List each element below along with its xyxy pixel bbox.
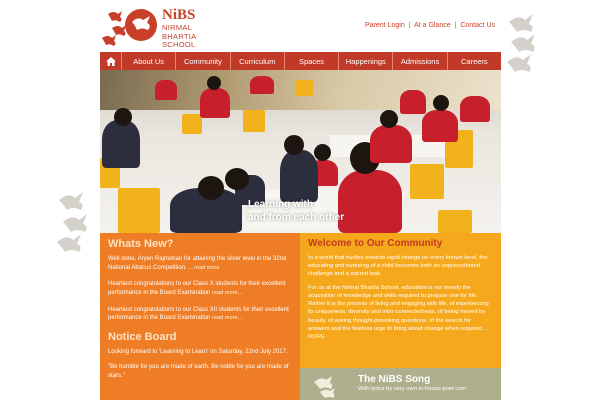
whats-new-panel (100, 233, 300, 400)
decorative-birds-icon (55, 190, 93, 256)
birds-logo-icon (100, 8, 160, 48)
read-more-link[interactable]: …read more (188, 264, 220, 271)
nav-home-button[interactable] (100, 52, 122, 70)
student-figure (102, 120, 140, 168)
notice-item: Looking forward to 'Learning to Learn' on Saturday, 22nd July 2017. (108, 349, 288, 356)
welcome-paragraph: In a world that hurtles towards rapid change on every known level, the educating and nurturing of a child becomes both an unprecedented challenge and a sacred task. (308, 255, 488, 278)
news-text: Heartiest congratulations to our Class XII students for their excellent performance in the Board Examination (108, 306, 289, 322)
logo-name-line: BHARTIA (162, 31, 197, 41)
student-figure (380, 110, 398, 128)
song-heading: The NiBS Song (358, 374, 431, 385)
student-figure (314, 144, 331, 161)
notice-item: "Be humble for you are made of earth. Be noble for you are made of stars." (108, 363, 289, 379)
nav-item-community[interactable]: Community (176, 52, 230, 70)
decorative-birds-icon (505, 12, 541, 74)
utility-links (365, 22, 495, 29)
welcome-paragraph-text: For us at the Nirmal Bhartia School, education is not merely the acquisition of knowledge and skills required to prepare one for life. Rather it is the process of living and engaging with life, of experiencing its uniqueness, diversity and inter-connectedness, of being moved by beauty, of asking thought-provoking questions, of the search for answers and the fearless urge to bring about change when required… (308, 284, 489, 332)
student-figure (207, 76, 221, 90)
hero-caption-line: Learning with (248, 199, 313, 210)
welcome-paragraph (308, 284, 493, 342)
read-more-link[interactable]: read more… (212, 315, 244, 322)
nav-item-admissions[interactable]: Admissions (393, 52, 447, 70)
song-birds-icon (312, 374, 342, 400)
nav-item-spaces[interactable]: Spaces (285, 52, 339, 70)
link-separator: | (408, 22, 411, 29)
song-subtext: With lyrics by very own in-house poet cum (358, 386, 467, 392)
student-figure (198, 176, 224, 200)
nav-item-happenings[interactable]: Happenings (339, 52, 393, 70)
student-figure (200, 88, 230, 118)
hero-classroom-image (100, 70, 501, 233)
classroom-chair (118, 188, 160, 233)
contact-us-link[interactable]: Contact Us (460, 22, 495, 29)
notice-board-heading: Notice Board (108, 331, 177, 344)
classroom-chair (438, 210, 472, 233)
news-text: Heartiest congratulations to our Class X students for their excellent performance in the Board Examination (108, 281, 286, 297)
school-logo[interactable] (100, 8, 200, 48)
student-figure (460, 96, 490, 122)
welcome-heading: Welcome to Our Community (308, 238, 443, 249)
nav-item-curriculum[interactable]: Curriculum (231, 52, 285, 70)
link-separator: | (454, 22, 457, 29)
whats-new-heading: Whats New? (108, 238, 174, 250)
student-figure (225, 168, 249, 190)
news-item (108, 255, 292, 272)
hero-caption-line: and from each other (248, 212, 345, 223)
student-figure (433, 95, 449, 111)
notice-board (108, 331, 292, 380)
nav-item-careers[interactable]: Careers (460, 56, 488, 66)
hero-caption (248, 198, 344, 224)
logo-title: NiBS (162, 7, 196, 23)
classroom-chair (410, 164, 444, 199)
student-figure (338, 170, 402, 233)
logo-name-line: SCHOOL (162, 40, 196, 49)
more-link[interactable]: MORE (308, 333, 325, 340)
logo-name-line: NIRMAL (162, 23, 193, 32)
student-figure (284, 135, 304, 155)
classroom-chair (243, 110, 265, 132)
student-figure (370, 125, 412, 163)
student-figure (114, 108, 132, 126)
student-figure (400, 90, 426, 114)
student-figure (422, 110, 458, 142)
student-figure (280, 150, 318, 202)
nav-item-about-us[interactable]: About Us (122, 52, 176, 70)
read-more-link[interactable]: read more… (212, 290, 244, 297)
at-a-glance-link[interactable]: At a Glance (414, 22, 451, 29)
news-text: Well done, Aryen Rajmohan for attaining the silver level in the 32nd National Abacus Competition. (108, 256, 287, 271)
news-item (108, 280, 292, 297)
classroom-chair (182, 114, 202, 134)
welcome-panel (300, 233, 501, 368)
student-figure (155, 80, 177, 100)
classroom-chair (295, 80, 313, 96)
home-icon (106, 57, 116, 66)
student-figure (250, 76, 274, 94)
main-nav (100, 52, 501, 70)
parent-login-link[interactable]: Parent Login (365, 22, 405, 29)
news-item (108, 306, 292, 323)
